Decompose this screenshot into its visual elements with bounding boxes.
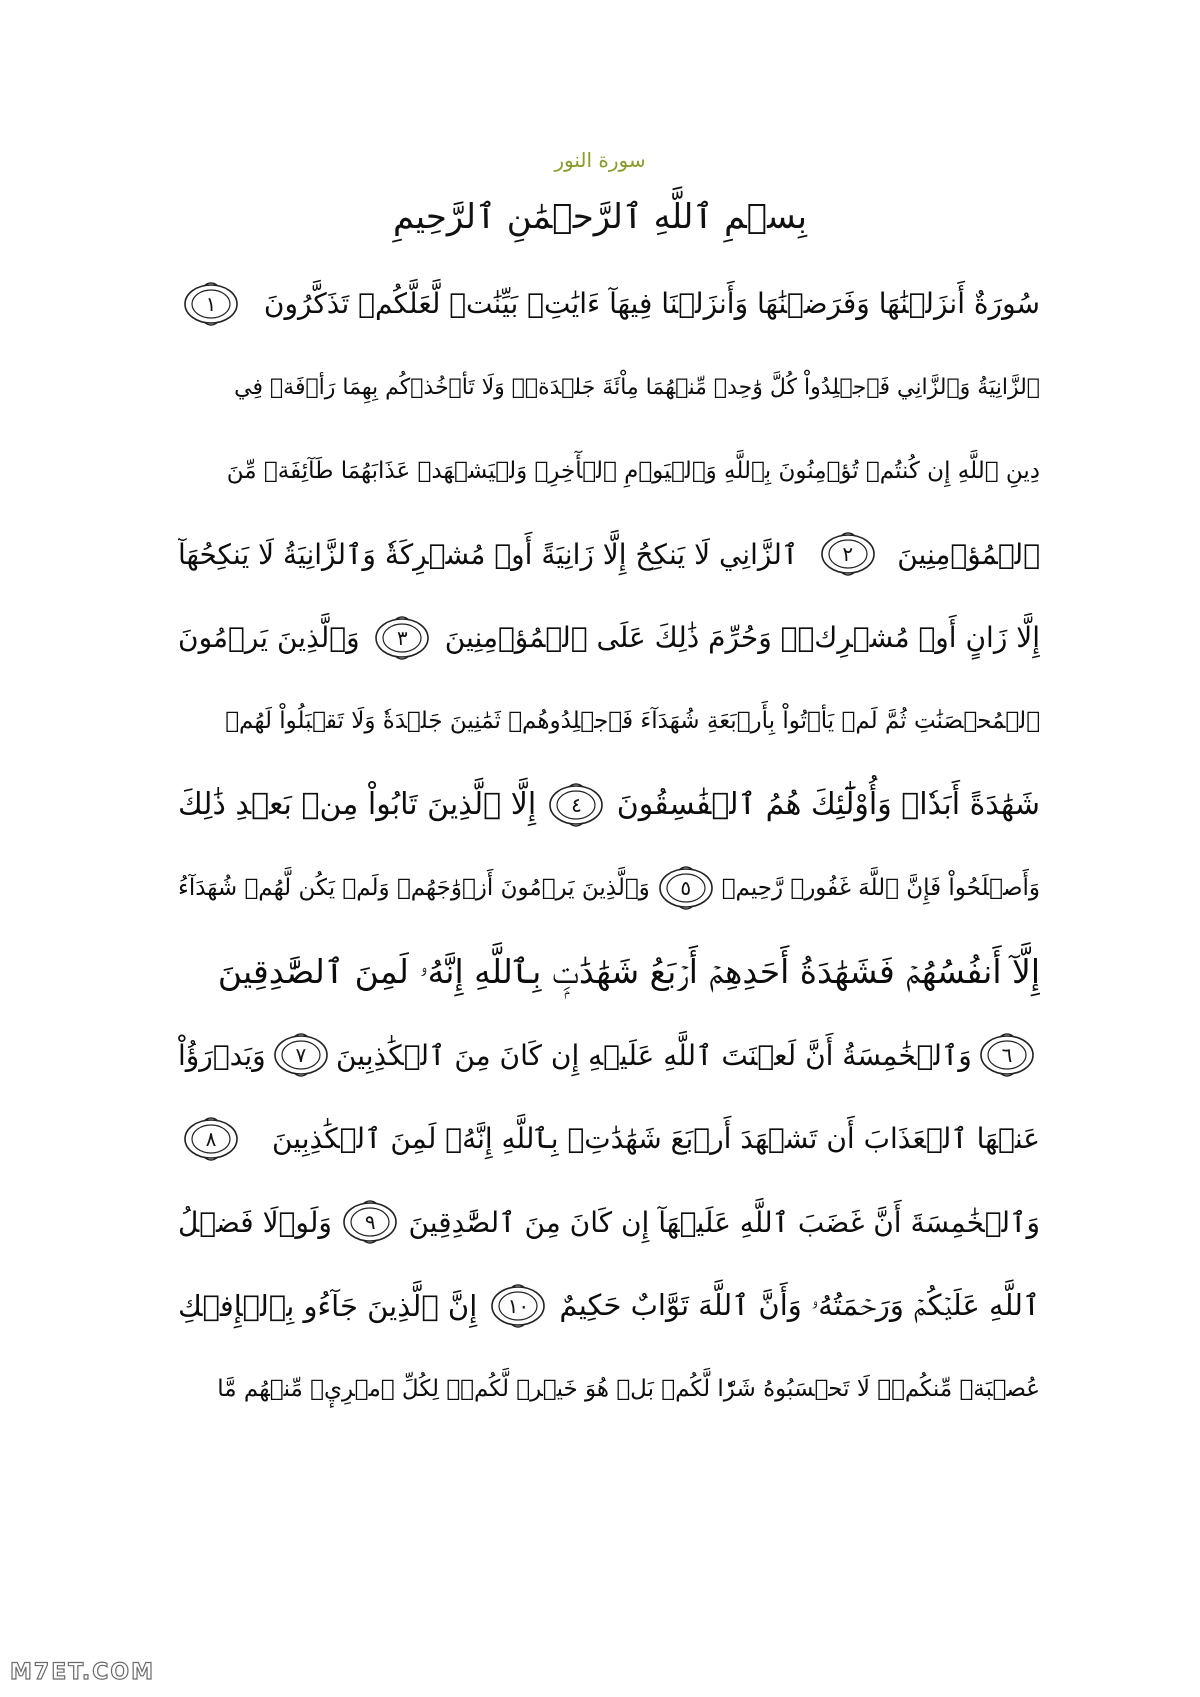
- verse-text: وَيَدۡرَؤُاْ: [178, 1038, 266, 1072]
- verse-line: [178, 346, 1040, 430]
- verse-text: شَهَٰدَةً أَبَدٗاۚ وَأُوْلَٰٓئِكَ هُمُ ٱلۡفَٰسِقُونَ: [616, 787, 1040, 823]
- verse-line: [178, 763, 1040, 847]
- basmala: بِسۡمِ ٱللَّهِ ٱلرَّحۡمَٰنِ ٱلرَّحِيمِ: [393, 197, 807, 237]
- verse-line: [178, 1264, 1040, 1348]
- ayah-number: ١٠: [507, 1293, 530, 1318]
- verse-text: وَٱلۡخَٰمِسَةُ أَنَّ لَعۡنَتَ ٱللَّهِ عَلَيۡهِ إِن كَانَ مِنَ ٱلۡكَٰذِبِينَ: [335, 1038, 972, 1072]
- verse-text: دِينِ ٱللَّهِ إِن كُنتُمۡ تُؤۡمِنُونَ بِٱللَّهِ وَٱلۡيَوۡمِ ٱلۡأٓخِرِۖ وَلۡيَشۡهَدۡ عَذَابَهُمَا طَآئِفَةٞ مِّنَ: [226, 457, 1040, 484]
- ayah-number: ٦: [1001, 1043, 1013, 1068]
- verse-text: وَلَوۡلَا فَضۡلُ: [178, 1205, 332, 1239]
- ayah-number-marker: [272, 1032, 330, 1078]
- verse-line: [178, 262, 1040, 346]
- ayah-number-marker: [657, 865, 715, 911]
- verse-text: ٱللَّهِ عَلَيۡكُمۡ وَرَحۡمَتُهُۥ وَأَنَّ ٱللَّهَ تَوَّابٌ حَكِيمٌ: [559, 1288, 1040, 1323]
- verse-text: سُورَةٌ أَنزَلۡنَٰهَا وَفَرَضۡنَٰهَا وَأَنزَلۡنَا فِيهَآ ءَايَٰتِۭ بَيِّنَٰتٖ لَّعَلَّكُمۡ تَذَكَّرُونَ: [263, 287, 1040, 321]
- verse-text: وَٱلَّذِينَ يَرۡمُونَ أَزۡوَٰجَهُمۡ وَلَمۡ يَكُن لَّهُمۡ شُهَدَآءُ: [178, 875, 650, 902]
- ayah-number-marker: [489, 1283, 547, 1329]
- ayah-number-marker: [819, 531, 877, 577]
- ayah-number: ٤: [571, 792, 582, 817]
- verse-text: إِنَّ ٱلَّذِينَ جَآءُو بِٱلۡإِفۡكِ: [178, 1288, 478, 1323]
- ayah-number-marker: [978, 1032, 1036, 1078]
- ayah-number: ٧: [295, 1043, 307, 1068]
- verse-text: وَٱلۡخَٰمِسَةَ أَنَّ غَضَبَ ٱللَّهِ عَلَيۡهَآ إِن كَانَ مِنَ ٱلصَّٰدِقِينَ: [408, 1205, 1040, 1239]
- ayah-number: ٩: [364, 1210, 376, 1235]
- verse-line: [178, 429, 1040, 513]
- ayah-number-marker: [547, 782, 605, 828]
- ayah-number-marker: [182, 1116, 240, 1162]
- verse-text: ٱلزَّانِي لَا يَنكِحُ إِلَّا زَانِيَةً أَوۡ مُشۡرِكَةٗ وَٱلزَّانِيَةُ لَا يَنكِحُهَآ: [178, 537, 799, 571]
- ayah-number-marker: [373, 615, 431, 661]
- verse-line: [178, 1014, 1040, 1098]
- verse-line: [178, 1181, 1040, 1265]
- verse-text: إِلَّآ أَنفُسُهُمۡ فَشَهَٰدَةُ أَحَدِهِمۡ أَرۡبَعُ شَهَٰدَٰتِۭ بِٱللَّهِ إِنَّهُۥ لَمِنَ ٱلصَّٰدِقِينَ: [217, 951, 1040, 991]
- verse-text: وَأَصۡلَحُواْ فَإِنَّ ٱللَّهَ غَفُورٞ رَّحِيمٞ: [721, 875, 1040, 902]
- verse-line: [178, 930, 1040, 1014]
- verse-text: ٱلۡمُؤۡمِنِينَ: [897, 537, 1040, 571]
- ayah-number: ٢: [842, 542, 854, 567]
- ayah-number: ٨: [205, 1126, 217, 1151]
- verse-text: إِلَّا ٱلَّذِينَ تَابُواْ مِنۢ بَعۡدِ ذَٰلِكَ: [178, 787, 537, 823]
- ayah-number: ١: [205, 291, 217, 316]
- ayah-number: ٥: [680, 876, 692, 901]
- verse-line: [178, 1097, 1040, 1181]
- verse-line: [178, 847, 1040, 931]
- surah-title: سورة النور: [554, 148, 646, 172]
- verse-line: [178, 680, 1040, 764]
- ayah-number: ٣: [396, 625, 408, 650]
- site-watermark: M7ET.COM: [10, 1660, 155, 1685]
- verse-text: ٱلزَّانِيَةُ وَٱلزَّانِي فَٱجۡلِدُواْ كُلَّ وَٰحِدٖ مِّنۡهُمَا مِاْئَةَ جَلۡدَةٖۖ وَلَا تَأۡخُذۡكُم بِهِمَا رَأۡفَةٞ فِي: [234, 374, 1040, 400]
- ayah-number-marker: [182, 281, 240, 327]
- verse-text: عُصۡبَةٞ مِّنكُمۡۚ لَا تَحۡسَبُوهُ شَرّٗا لَّكُمۖ بَلۡ هُوَ خَيۡرٞ لَّكُمۡۚ لِكُلِّ ٱمۡرِيٕٖ مِّنۡهُم مَّا: [217, 1376, 1040, 1403]
- verse-text: إِلَّا زَانٍ أَوۡ مُشۡرِكٞۚ وَحُرِّمَ ذَٰلِكَ عَلَى ٱلۡمُؤۡمِنِينَ: [444, 621, 1040, 655]
- verse-line: [178, 1348, 1040, 1432]
- verse-text: عَنۡهَا ٱلۡعَذَابَ أَن تَشۡهَدَ أَرۡبَعَ شَهَٰدَٰتِۭ بِٱللَّهِ إِنَّهُۥ لَمِنَ ٱلۡكَٰذِبِينَ: [271, 1122, 1040, 1156]
- verse-text: ٱلۡمُحۡصَنَٰتِ ثُمَّ لَمۡ يَأۡتُواْ بِأَرۡبَعَةِ شُهَدَآءَ فَٱجۡلِدُوهُمۡ ثَمَٰنِينَ جَلۡدَةٗ وَلَا تَقۡبَلُواْ لَهُمۡ: [225, 708, 1040, 735]
- verse-line: [178, 596, 1040, 680]
- ayah-number-marker: [341, 1199, 399, 1245]
- verse-text: وَٱلَّذِينَ يَرۡمُونَ: [178, 621, 360, 655]
- verse-line: [178, 513, 1040, 597]
- verse-lines: [178, 262, 1040, 1431]
